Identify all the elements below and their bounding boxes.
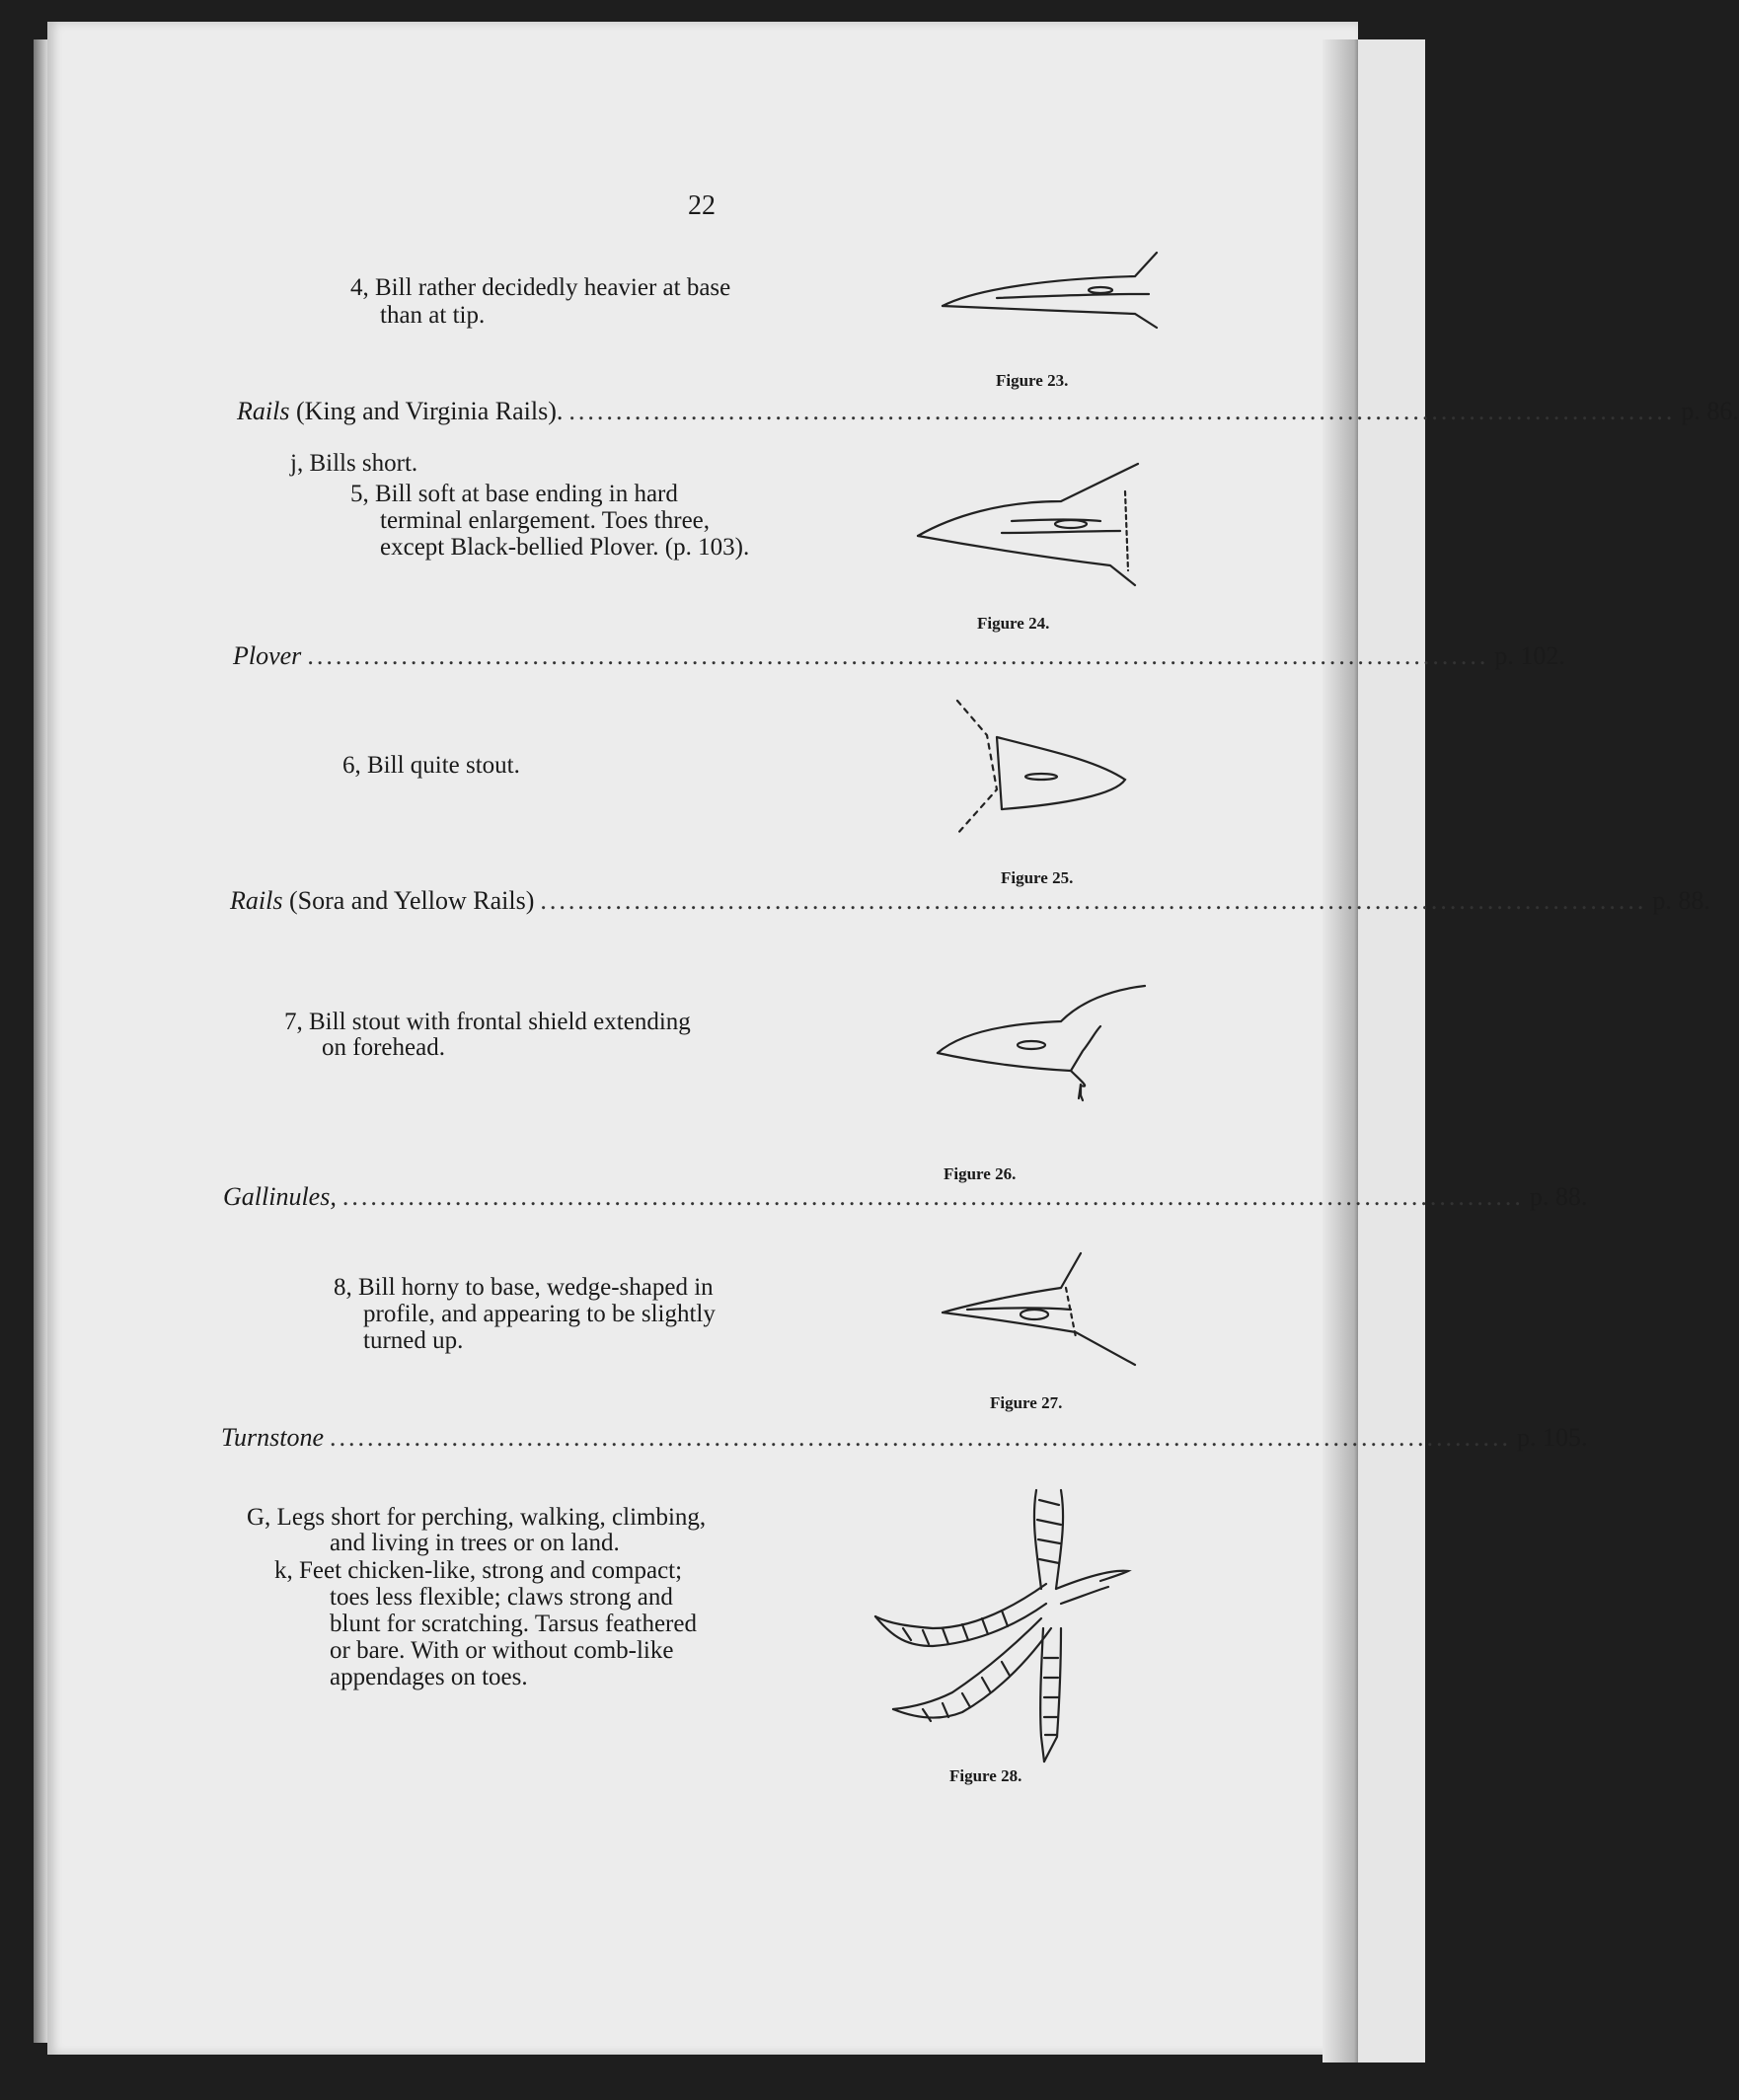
key-text-line: 4, Bill rather decidedly heavier at base bbox=[350, 274, 731, 301]
figure-26-caption: Figure 26. bbox=[944, 1164, 1017, 1183]
figure-27-bill-illustration bbox=[938, 1248, 1145, 1377]
key-text-line: k, Feet chicken-like, strong and compact; bbox=[274, 1557, 683, 1584]
figure-24-bill-illustration bbox=[913, 462, 1155, 590]
figure-25-bill-illustration bbox=[947, 696, 1155, 844]
key-text-line: 8, Bill horny to base, wedge-shaped in bbox=[334, 1274, 714, 1301]
key-result-page: p. 88. bbox=[1652, 886, 1710, 915]
key-result-turnstone: Turnstone .............................................................................................................................. p. 105. bbox=[221, 1423, 1588, 1452]
key-result-detail: (Sora and Yellow Rails) bbox=[282, 886, 535, 915]
key-result-plover: Plover .............................................................................................................................. p. 102. bbox=[233, 641, 1565, 670]
page-number: 22 bbox=[688, 190, 716, 221]
key-text-line: than at tip. bbox=[380, 302, 486, 329]
key-text-line: profile, and appearing to be slightly bbox=[363, 1301, 716, 1327]
key-result-name: Turnstone bbox=[221, 1423, 325, 1452]
key-text-line: 5, Bill soft at base ending in hard bbox=[350, 481, 678, 507]
key-text-line: except Black-bellied Plover. (p. 103). bbox=[380, 534, 750, 561]
facing-page-edge bbox=[1358, 39, 1425, 2062]
key-text-line: and living in trees or on land. bbox=[330, 1530, 620, 1556]
key-text-line: turned up. bbox=[363, 1327, 464, 1354]
key-text-line: on forehead. bbox=[322, 1034, 445, 1061]
key-result-name: Rails bbox=[230, 886, 283, 915]
key-result-page: p. 86. bbox=[1681, 397, 1739, 425]
key-result-name: Plover bbox=[233, 641, 302, 670]
figure-23-bill-illustration bbox=[938, 247, 1165, 336]
key-result-rails-king-virginia: Rails (King and Virginia Rails). ...................................................................................................................... p. 86. bbox=[237, 397, 1739, 425]
key-text-line: toes less flexible; claws strong and bbox=[330, 1584, 673, 1611]
key-result-rails-sora-yellow: Rails (Sora and Yellow Rails) ...................................................................................................................... p. 88. bbox=[230, 886, 1710, 915]
key-text-line: or bare. With or without comb-like bbox=[330, 1637, 674, 1664]
key-result-page: p. 105. bbox=[1517, 1423, 1588, 1452]
key-text-line: terminal enlargement. Toes three, bbox=[380, 507, 711, 534]
page-gutter-shadow bbox=[1323, 39, 1362, 2062]
figure-28-caption: Figure 28. bbox=[949, 1766, 1022, 1785]
key-text-line: G, Legs short for perching, walking, climbing, bbox=[247, 1504, 707, 1531]
figure-27-caption: Figure 27. bbox=[990, 1393, 1063, 1412]
figure-26-bill-illustration bbox=[933, 982, 1155, 1110]
key-result-gallinules: Gallinules, .............................................................................................................................. p. 88. bbox=[223, 1182, 1588, 1211]
key-text-line: 7, Bill stout with frontal shield extending bbox=[284, 1009, 691, 1035]
figure-25-caption: Figure 25. bbox=[1001, 868, 1074, 887]
key-text-line: j, Bills short. bbox=[290, 450, 418, 477]
figure-28-foot-illustration bbox=[864, 1480, 1140, 1776]
key-result-detail: (King and Virginia Rails). bbox=[289, 397, 564, 425]
key-text-line: 6, Bill quite stout. bbox=[342, 752, 520, 779]
key-result-page: p. 102. bbox=[1494, 641, 1565, 670]
key-result-name: Rails bbox=[237, 397, 290, 425]
key-text-line: blunt for scratching. Tarsus feathered bbox=[330, 1611, 697, 1637]
key-result-page: p. 88. bbox=[1529, 1182, 1588, 1211]
key-result-name: Gallinules, bbox=[223, 1182, 337, 1211]
key-text-line: appendages on toes. bbox=[330, 1664, 528, 1690]
figure-24-caption: Figure 24. bbox=[977, 614, 1050, 633]
figure-23-caption: Figure 23. bbox=[996, 371, 1069, 390]
